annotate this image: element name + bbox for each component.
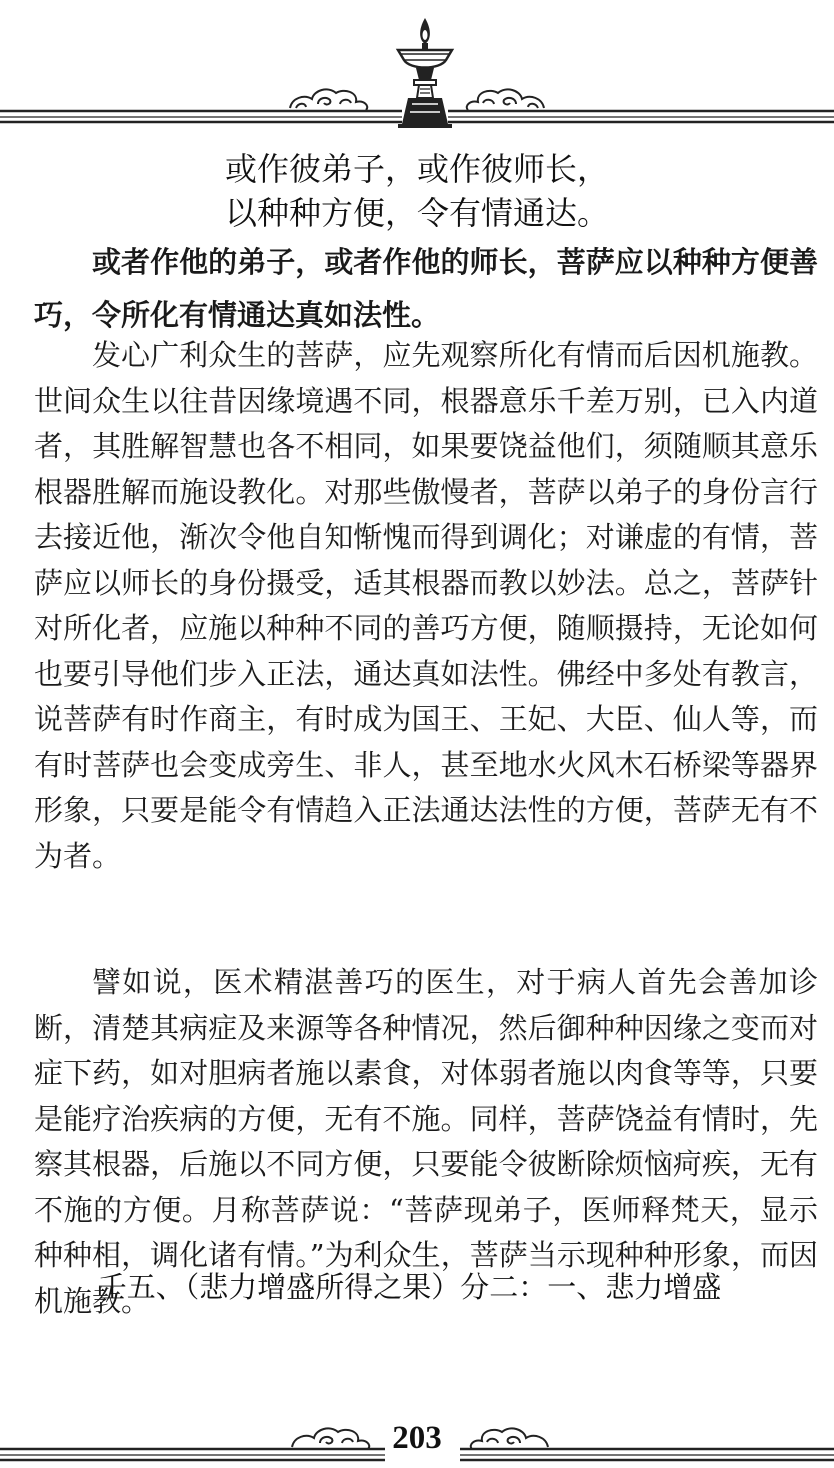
butter-lamp-ornament (0, 0, 834, 135)
cloud-left-icon (290, 89, 367, 110)
cloud-right-icon (467, 89, 544, 110)
commentary-paragraph-1: 发心广利众生的菩萨，应先观察所化有情而后因机施教。世间众生以往昔因缘境遇不同，根器意乐千差万别，已入内道者，其胜解智慧也各不相同，如果要饶益他们，须随顺其意乐根器胜解而施设教化。对那些傲慢者，菩萨以弟子的身份言行去接近他，渐次令他自知惭愧而得到调化；对谦虚的有情，菩萨应以师长的身份摄受，适其根器而教以妙法。总之，菩萨针对所化者，应施以种种不同的善巧方便，随顺摄持，无论如何也要引导他们步入正法，通达真如法性。佛经中多处有教言，说菩萨有时作商主，有时成为国王、王妃、大臣、仙人等，而有时菩萨也会变成旁生、非人，甚至地水火风木石桥梁等器界形象，只要是能令有情趋入正法通达法性的方便，菩萨无有不为者。 (34, 338, 818, 873)
header-rule-right (448, 111, 834, 122)
verse-line-2: 以种种方便，令有情通达。 (224, 194, 609, 232)
page-number: 203 (392, 1420, 442, 1456)
lamp-icon (398, 18, 452, 128)
verse-line-1: 或作彼弟子，或作彼师长， (224, 150, 609, 188)
verse-explanation: 或者作他的弟子，或者作他的师长，菩萨应以种种方便善巧，令所化有情通达真如法性。 (34, 245, 818, 332)
header-rule-left (0, 111, 402, 122)
section-heading: 壬五、（悲力增盛所得之果）分二：一、悲力增盛 (97, 1270, 722, 1304)
commentary-paragraph-2: 譬如说，医术精湛善巧的医生，对于病人首先会善加诊断，清楚其病症及来源等各种情况，然后御种种因缘之变而对症下药，如对胆病者施以素食，对体弱者施以肉食等等，只要是能疗治疾病的方便，无有不施。同样，菩萨饶益有情时，先察其根器，后施以不同方便，只要能令彼断除烦恼疴疾，无有不施的方便。月称菩萨说：“菩萨现弟子，医师释梵天，显示种种相，调化诸有情。”为利众生，菩萨当示现种种形象，而因机施教。 (34, 965, 818, 1318)
